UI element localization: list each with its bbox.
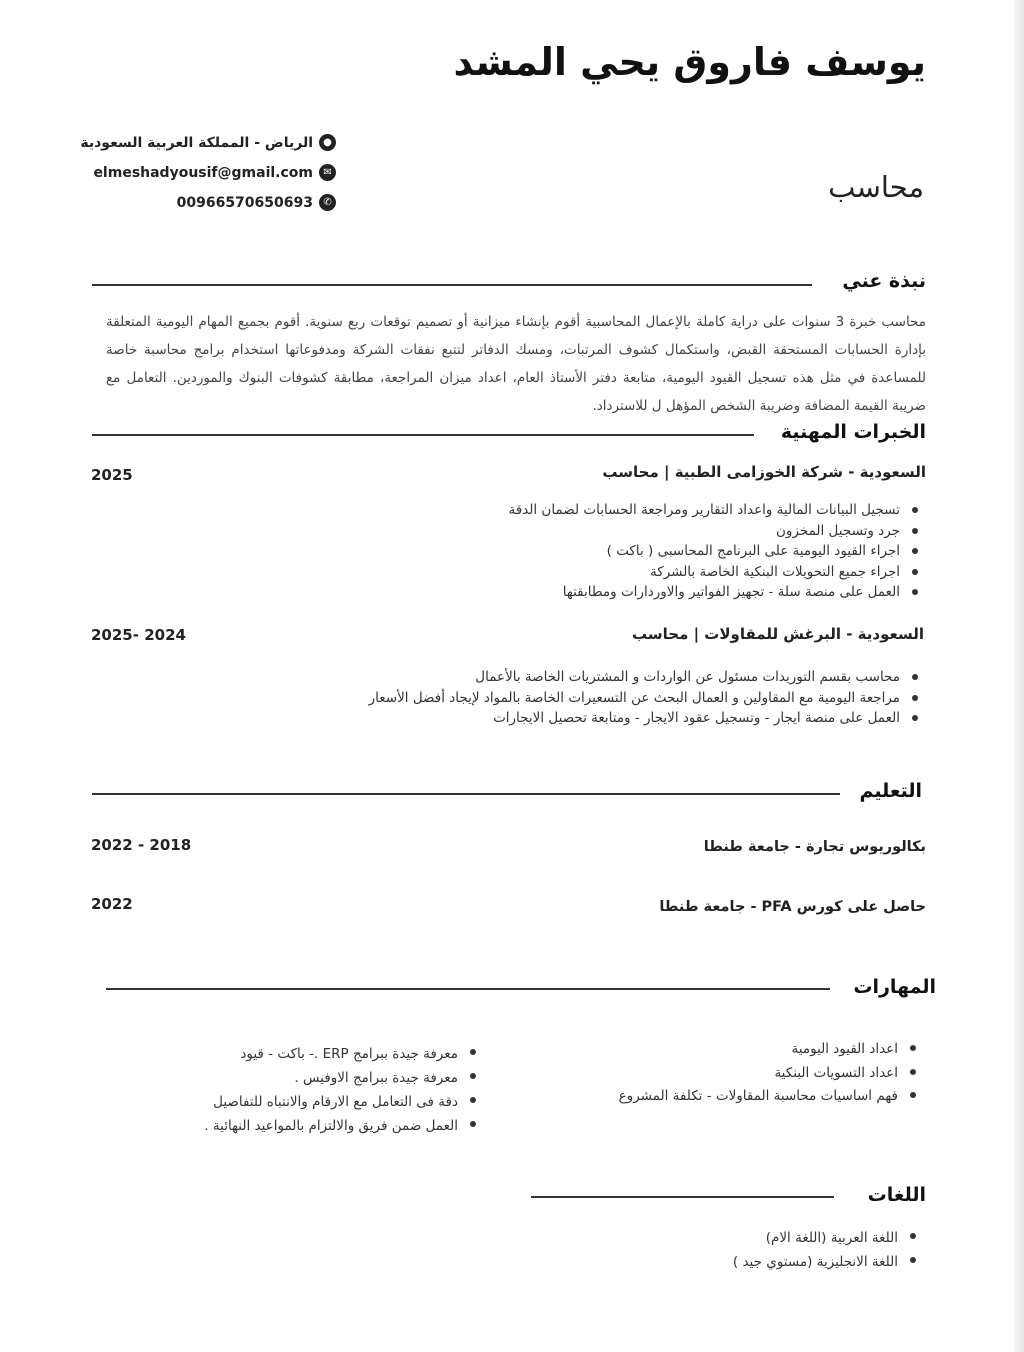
list-item: اجراء القيود اليومية على البرنامج المحاسبى ( باكت ): [366, 541, 926, 562]
list-item: محاسب بقسم التوريدات مسئول عن الواردات و المشتريات الخاصة بالأعمال: [348, 667, 926, 688]
email-icon: ✉: [319, 164, 336, 181]
education-item-2: حاصل على كورس PFA - جامعة طنطا: [659, 899, 926, 915]
list-item: اللغة العربية (اللغة الام): [604, 1226, 924, 1250]
education-item-1-years: 2022 - 2018: [91, 836, 192, 854]
contact-email[interactable]: [60, 164, 336, 181]
skills-section-title: المهارات: [853, 976, 936, 998]
contact-phone[interactable]: [60, 194, 336, 211]
about-text: محاسب خبرة 3 سنوات على دراية كاملة بالإعمال المحاسبية أقوم بإنشاء ميزانية أو تصميم توقعات ربع سنوية. أقوم بجميع المهام اليومية المتعلقة بإدارة الحسابات المستحقة القبض، واستكمال كشوف المرتبات، ومسك الدفاتر لتتبع نفقات الشركة ومدفوعاتها استخدام برامج محاسبة خاصة للمساعدة في مثل هذه تسجيل القيود اليومية، متابعة دفتر الأستاذ العام، اعداد ميزان المراجعة، مطابقة كشوفات البنوك والموردين. التعامل مع ضريبة القيمة المضافة وضريبة الشخص المؤهل ل للاسترداد.: [106, 314, 927, 414]
job-1-years: 2025: [91, 466, 133, 484]
candidate-job-title: محاسب: [828, 170, 924, 204]
about-divider: [92, 284, 812, 286]
list-item: اعداد التسويات البنكية: [584, 1062, 924, 1086]
job-2-bullets: [348, 667, 926, 729]
page-edge-shadow: [1014, 0, 1024, 1352]
list-item: مراجعة اليومية مع المقاولين و العمال البحث عن التسعيرات الخاصة بالمواد لإيجاد أفضل الأسعار: [348, 688, 926, 709]
contact-location: [60, 134, 336, 151]
job-1-heading: السعودية - شركة الخوزامى الطبية | محاسب: [602, 463, 926, 481]
list-item: دقة فى التعامل مع الارقام والانتباه للتفاصيل: [164, 1090, 484, 1114]
languages-section-title: اللغات: [867, 1184, 926, 1206]
education-divider: [92, 793, 840, 795]
list-item: العمل على منصة سلة - تجهيز الفواتير والاوردارات ومطابقتها: [366, 582, 926, 603]
list-item: العمل ضمن فريق والالتزام بالمواعيد النهائية .: [164, 1114, 484, 1138]
list-item: فهم اساسيات محاسبة المقاولات - تكلفة المشروع: [584, 1085, 924, 1109]
list-item: اللغة الانجليزية (مستوي جيد ): [604, 1250, 924, 1274]
list-item: جرد وتسجيل المخزون: [366, 521, 926, 542]
education-section-title: التعليم: [859, 780, 922, 802]
list-item: معرفة جيدة ببرامج الاوفيس .: [164, 1066, 484, 1090]
about-section-title: نبذة عني: [842, 270, 926, 292]
job-2-years: 2025- 2024: [91, 626, 186, 644]
experience-section-title: الخبرات المهنية: [780, 421, 926, 443]
candidate-name: يوسف فاروق يحي المشد: [453, 40, 926, 84]
location-pin-icon: ●: [319, 134, 336, 151]
languages-list: [604, 1226, 924, 1274]
job-2-heading: السعودية - البرغش للمقاولات | محاسب: [632, 625, 924, 643]
list-item: اجراء جميع التحويلات البنكية الخاصة بالشركة: [366, 562, 926, 583]
education-item-1: بكالوريوس تجارة - جامعة طنطا: [703, 839, 926, 855]
education-item-2-years: 2022: [91, 895, 133, 913]
skills-list-right: [584, 1038, 924, 1109]
list-item: معرفة جيدة ببرامج ERP .- باكت - قيود: [164, 1042, 484, 1066]
list-item: تسجيل البيانات المالية واعداد التقارير ومراجعة الحسابات لضمان الدقة: [366, 500, 926, 521]
skills-list-left: [164, 1042, 484, 1138]
email-text[interactable]: elmeshadyousif@gmail.com: [93, 164, 313, 181]
list-item: العمل على منصة ايجار - وتسجيل عقود الايجار - ومتابعة تحصيل الايجارات: [348, 708, 926, 729]
job-1-bullets: [366, 500, 926, 603]
phone-text[interactable]: 00966570650693: [176, 194, 313, 211]
phone-icon: ✆: [319, 194, 336, 211]
languages-divider: [531, 1196, 834, 1198]
experience-divider: [92, 434, 754, 436]
location-text: الرياض - المملكة العربية السعودية: [80, 134, 313, 151]
list-item: اعداد القيود اليومية: [584, 1038, 924, 1062]
skills-divider: [106, 988, 830, 990]
